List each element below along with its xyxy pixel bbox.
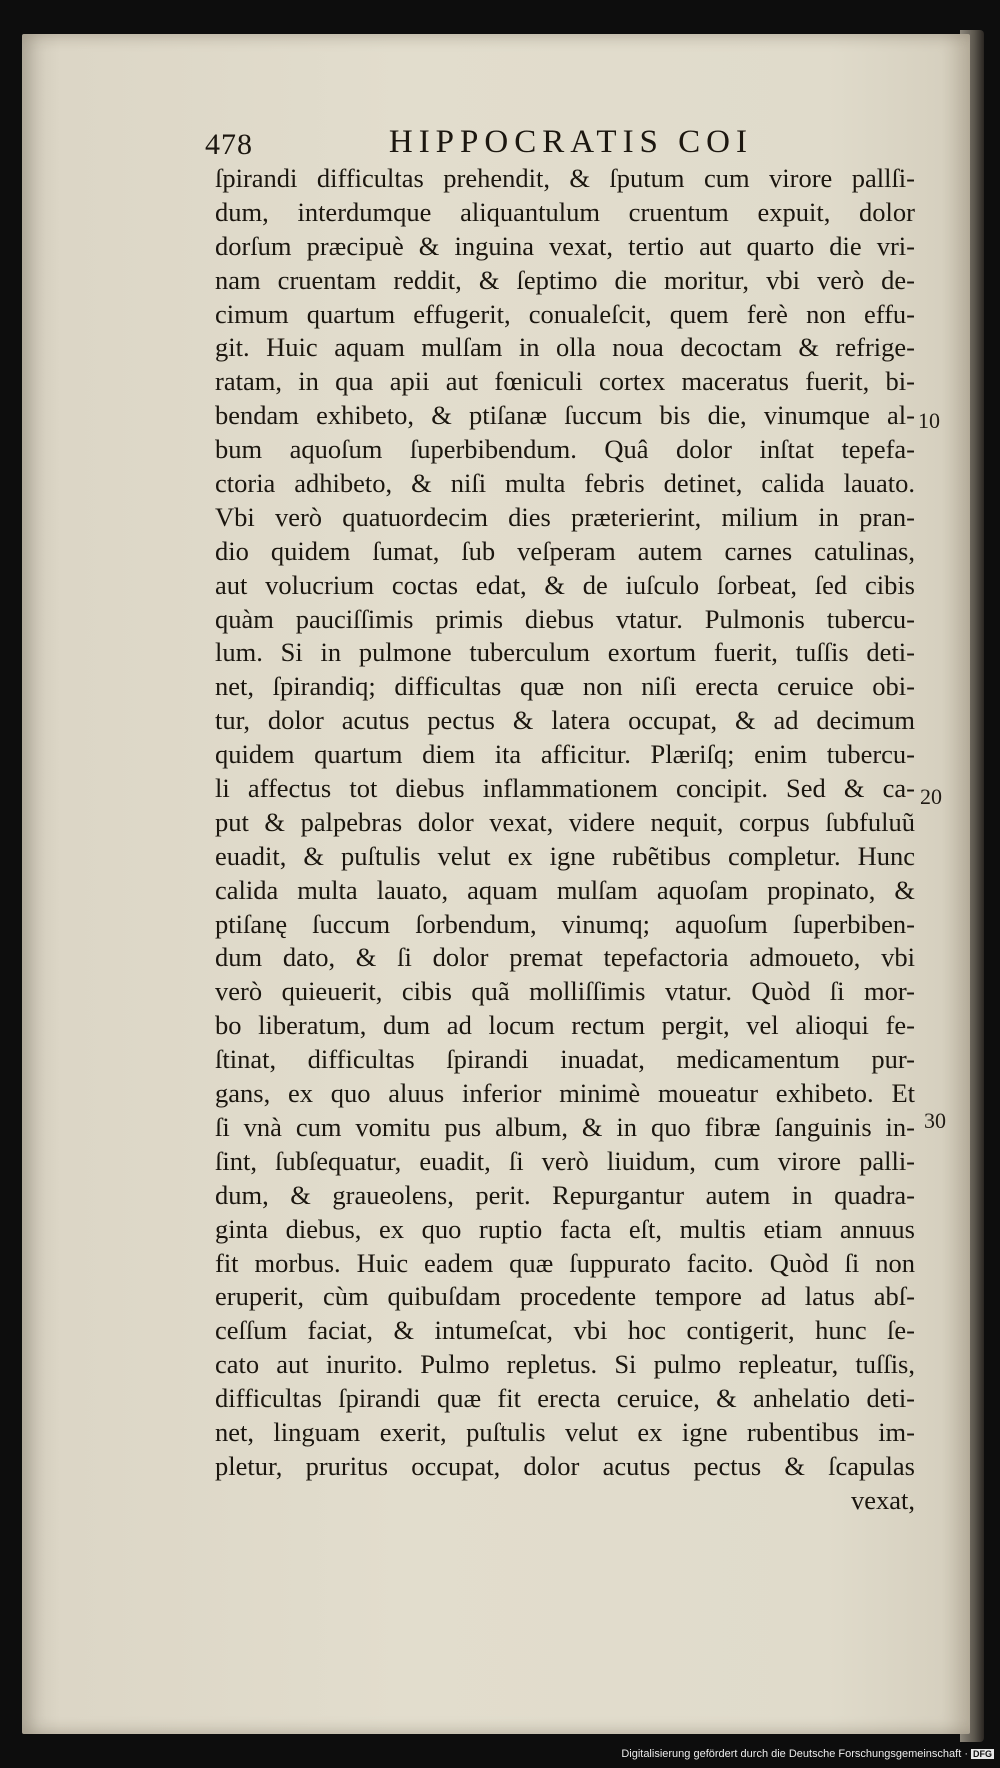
text-line: ſint, ſubſequatur, euadit, ſi verò liuidum, cum virore palli- <box>215 1145 915 1176</box>
text-line: dorſum præcipuè & inguina vexat, tertio aut quarto die vri- <box>215 230 915 261</box>
text-line: Vbi verò quatuordecim dies præterierint, milium in pran- <box>215 501 915 532</box>
text-line: ctoria adhibeto, & niſi multa febris detinet, calida lauato. <box>215 468 915 499</box>
text-line: vexat, <box>850 1484 915 1515</box>
text-line: dio quidem ſumat, ſub veſperam autem carnes catulinas, <box>215 535 915 566</box>
margin-line-number: 20 <box>920 784 942 809</box>
text-line: quàm pauciſſimis primis diebus vtatur. Pulmonis tubercu- <box>215 603 915 634</box>
text-line: calida multa lauato, aquam mulſam aquoſam propinato, & <box>215 874 915 905</box>
text-line: euadit, & puſtulis velut ex igne rubẽtibus completur. Hunc <box>215 840 915 871</box>
body-text <box>215 162 915 1518</box>
text-line: net, linguam exerit, puſtulis velut ex igne rubentibus im- <box>215 1416 915 1447</box>
text-line: nam cruentam reddit, & ſeptimo die moritur, vbi verò de- <box>215 264 915 295</box>
text-line: put & palpebras dolor vexat, videre nequit, corpus ſubfuluũ <box>215 806 915 837</box>
text-line: net, ſpirandiq; difficultas quæ non niſi erecta ceruice obi- <box>215 671 915 702</box>
text-line: ſtinat, difficultas ſpirandi inuadat, medicamentum pur- <box>215 1044 915 1075</box>
text-line: dum, & graueolens, perit. Repurgantur autem in quadra- <box>215 1179 915 1210</box>
text-line: ceſſum faciat, & intumeſcat, vbi hoc contigerit, hunc ſe- <box>215 1315 915 1346</box>
text-line: ſpirandi difficultas prehendit, & ſputum cum virore pallſi- <box>215 163 915 193</box>
page-header <box>205 124 753 160</box>
text-line: quidem quartum diem ita afficitur. Plæriſq; enim tubercu- <box>215 739 915 770</box>
text-line: dum, interdumque aliquantulum cruentum expuit, dolor <box>215 196 915 227</box>
text-line: dum dato, & ſi dolor premat tepefactoria admoueto, vbi <box>215 942 915 973</box>
text-line: bum aquoſum ſuperbibendum. Quâ dolor inſtat tepefa- <box>215 434 915 465</box>
text-line: bendam exhibeto, & ptiſanæ ſuccum bis die, vinumque al- <box>215 400 915 431</box>
text-line: gans, ex quo aluus inferior minimè moueatur exhibeto. Et <box>215 1078 915 1109</box>
page-number: 478 <box>205 128 253 161</box>
text-line: eruperit, cùm quibuſdam procedente tempore ad latus abſ- <box>215 1281 915 1312</box>
text-line: git. Huic aquam mulſam in olla noua decoctam & refrige- <box>215 332 915 363</box>
text-line: cimum quartum effugerit, conualeſcit, quem ferè non effu- <box>215 298 915 329</box>
digitization-footer <box>621 1748 994 1760</box>
text-line: ſi vnà cum vomitu pus album, & in quo fibræ ſanguinis in- <box>215 1111 915 1142</box>
text-line: tur, dolor acutus pectus & latera occupat, & ad decimum <box>215 705 915 736</box>
text-line: pletur, pruritus occupat, dolor acutus pectus & ſcapulas <box>215 1450 915 1481</box>
text-line: ginta diebus, ex quo ruptio facta eſt, multis etiam annuus <box>215 1213 915 1244</box>
dfg-logo: DFG <box>973 1749 992 1759</box>
text-line: li affectus tot diebus inflammationem concipit. Sed & ca- <box>215 773 915 804</box>
text-line: verò quieuerit, cibis quã molliſſimis vtatur. Quòd ſi mor- <box>215 976 915 1007</box>
text-line: ratam, in qua apii aut fœniculi cortex maceratus fuerit, bi- <box>215 366 915 397</box>
text-line: difficultas ſpirandi quæ fit erecta ceruice, & anhelatio deti- <box>215 1383 915 1414</box>
text-line: fit morbus. Huic eadem quæ ſuppurato facito. Quòd ſi non <box>215 1247 915 1278</box>
text-line: bo liberatum, dum ad locum rectum pergit, vel alioqui fe- <box>215 1010 915 1041</box>
text-line: aut volucrium coctas edat, & de iuſculo ſorbeat, ſed cibis <box>215 569 915 600</box>
running-title: HIPPOCRATIS COI <box>388 124 753 160</box>
footer-credit: Digitalisierung gefördert durch die Deutsche Forschungsgemeinschaft · <box>621 1748 968 1760</box>
margin-line-number: 10 <box>918 408 940 433</box>
text-line: cato aut inurito. Pulmo repletus. Si pulmo repleatur, tuſſis, <box>215 1349 915 1380</box>
text-line: lum. Si in pulmone tuberculum exortum fuerit, tuſſis deti- <box>215 637 915 668</box>
text-line: ptiſanę ſuccum ſorbendum, vinumq; aquoſum ſuperbiben- <box>215 908 915 939</box>
margin-line-number: 30 <box>924 1108 946 1133</box>
